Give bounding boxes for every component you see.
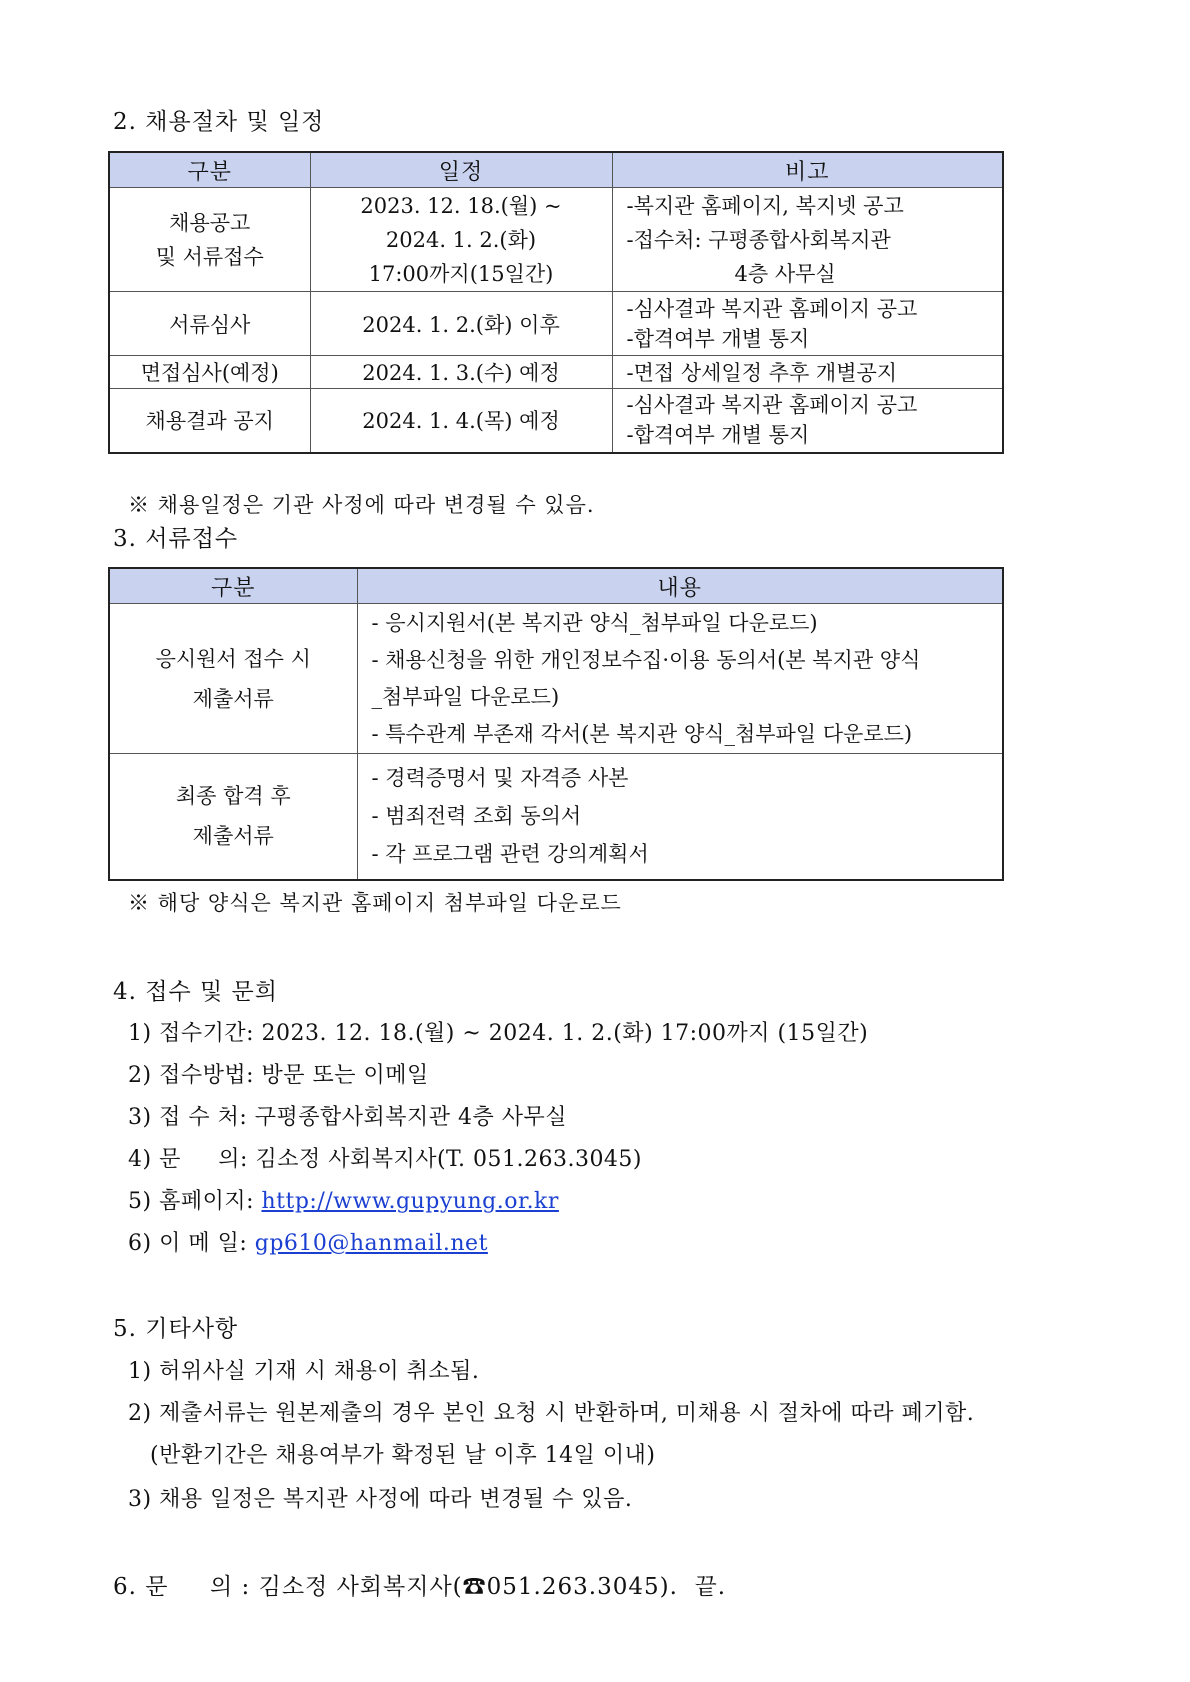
table-row [109,292,1003,356]
schedule-cell: 2024. 1. 4.(목) 예정 [310,389,612,453]
section2-heading: 2. 채용절차 및 일정 [113,109,325,135]
table-row [109,604,1003,754]
section3-heading: 3. 서류접수 [113,526,239,552]
section3-footnote: ※ 해당 양식은 복지관 홈페이지 첨부파일 다운로드 [128,891,622,915]
table-header-row [109,152,1003,188]
section5-heading: 5. 기타사항 [113,1316,239,1342]
section2-footnote: ※ 채용일정은 기관 사정에 따라 변경될 수 있음. [128,493,595,517]
table-header-row [109,568,1003,604]
table-row [109,389,1003,453]
table-row [109,188,1003,292]
category-cell: 채용공고 및 서류접수 [109,188,310,292]
category-cell: 응시원서 접수 시 제출서류 [109,604,357,754]
category-cell: 최종 합격 후 제출서류 [109,754,357,880]
category-cell: 면접심사(예정) [109,356,310,389]
list-item: 6) 이 메 일: gp610@hanmail.net [128,1231,488,1256]
schedule-table [108,151,1004,454]
header-note: 비고 [612,152,1003,188]
list-item: 1) 허위사실 기재 시 채용이 취소됨. [128,1359,480,1384]
list-item: 2) 제출서류는 원본제출의 경우 본인 요청 시 반환하며, 미채용 시 절차에 따라 폐기함. [128,1401,975,1426]
note-cell: -심사결과 복지관 홈페이지 공고 -합격여부 개별 통지 [612,389,1003,453]
documents-table [108,567,1004,881]
list-item: 2) 접수방법: 방문 또는 이메일 [128,1063,429,1088]
header-category: 구분 [109,568,357,604]
section6-contact: 6. 문 의 : 김소정 사회복지사(☎051.263.3045). 끝. [113,1574,727,1600]
list-item: 1) 접수기간: 2023. 12. 18.(월) ~ 2024. 1. 2.(화) 17:00까지 (15일간) [128,1021,869,1046]
content-cell: - 경력증명서 및 자격증 사본 - 범죄전력 조회 동의서 - 각 프로그램 관련 강의계획서 [357,754,1003,880]
schedule-cell: 2024. 1. 3.(수) 예정 [310,356,612,389]
content-cell: - 응시지원서(본 복지관 양식_첨부파일 다운로드) - 채용신청을 위한 개인정보수집·이용 동의서(본 복지관 양식 _첨부파일 다운로드) - 특수관계 부존재 각서(본 복지관 양식_첨부파일 다운로드) [357,604,1003,754]
note-cell: -복지관 홈페이지, 복지넷 공고 -접수처: 구평종합사회복지관 4층 사무실 [612,188,1003,292]
header-content: 내용 [357,568,1003,604]
schedule-cell: 2024. 1. 2.(화) 이후 [310,292,612,356]
table-row [109,754,1003,880]
email-link[interactable]: gp610@hanmail.net [254,1231,488,1256]
note-cell: -심사결과 복지관 홈페이지 공고 -합격여부 개별 통지 [612,292,1003,356]
list-item: 5) 홈페이지: http://www.gupyung.or.kr [128,1189,559,1214]
homepage-link[interactable]: http://www.gupyung.or.kr [261,1189,559,1214]
category-cell: 서류심사 [109,292,310,356]
category-cell: 채용결과 공지 [109,389,310,453]
header-schedule: 일정 [310,152,612,188]
section4-heading: 4. 접수 및 문희 [113,979,278,1005]
list-item: 4) 문 의: 김소정 사회복지사(T. 051.263.3045) [128,1147,643,1172]
list-item: (반환기간은 채용여부가 확정된 날 이후 14일 이내) [150,1443,656,1468]
header-category: 구분 [109,152,310,188]
list-item: 3) 채용 일정은 복지관 사정에 따라 변경될 수 있음. [128,1487,633,1512]
list-item: 3) 접 수 처: 구평종합사회복지관 4층 사무실 [128,1105,567,1130]
schedule-cell: 2023. 12. 18.(월) ~ 2024. 1. 2.(화) 17:00까지(15일간) [310,188,612,292]
table-row [109,356,1003,389]
note-cell: -면접 상세일정 추후 개별공지 [612,356,1003,389]
